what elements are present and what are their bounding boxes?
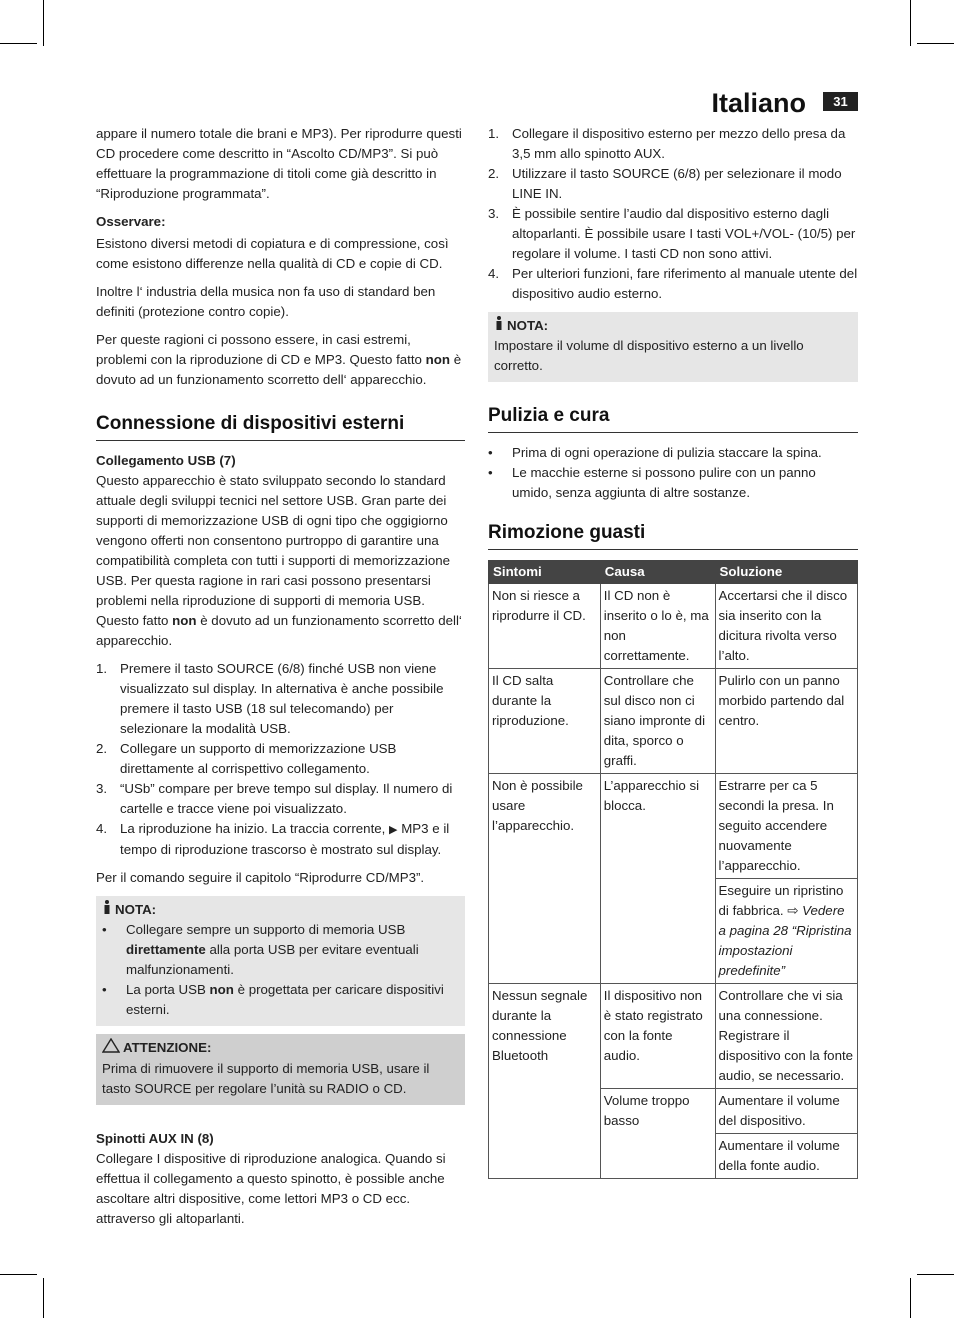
table-cell: Eseguire un ripristino di fabbrica. ⇨ Vedere a pagina 28 “Ripristina impostazioni predefinite” bbox=[715, 879, 857, 984]
table-cell: Volume troppo basso bbox=[600, 1089, 715, 1179]
note-title: NOTA: bbox=[507, 318, 549, 333]
list-item: • Le macchie esterne si possono pulire con un panno umido, senza aggiunta di altre sostanze. bbox=[488, 465, 816, 501]
column-header: Causa bbox=[600, 561, 715, 584]
list-item: 2. Utilizzare il tasto SOURCE (6/8) per selezionare il modo LINE IN. bbox=[488, 166, 842, 201]
warning-text: Prima di rimuovere il supporto di memoria USB, usare il tasto SOURCE per regolare l’unità su RADIO o CD. bbox=[102, 1061, 430, 1097]
table-row bbox=[489, 774, 858, 879]
list-item: 3. È possibile sentire l’audio dal dispositivo esterno dagli altoparlanti. È possibile usare I tasti VOL+/VOL- (10/5) per regolare il volume. I tasti CD non sono attivi. bbox=[488, 206, 856, 261]
crop-mark bbox=[910, 1278, 911, 1318]
warning-box bbox=[96, 1034, 465, 1105]
page-number: 31 bbox=[823, 92, 858, 111]
table-cell: Il dispositivo non è stato registrato con la fonte audio. bbox=[600, 984, 715, 1089]
arrow-right-icon: ⇨ bbox=[787, 903, 799, 919]
table-cell: Aumentare il volume della fonte audio. bbox=[715, 1134, 857, 1179]
list-item: 1. Premere il tasto SOURCE (6/8) finché USB non viene visualizzato sul display. In alternativa è anche possibile premere il tasto USB (18 sul telecomando) per selezionare la modalità USB. bbox=[96, 661, 444, 736]
table-cell: Estrarre per ca 5 secondi la presa. In seguito accendere nuovamente l’apparecchio. bbox=[715, 774, 857, 879]
note-list bbox=[102, 920, 459, 1020]
table-cell: L’apparecchio si blocca. bbox=[600, 774, 715, 984]
observe-paragraph-2: Inoltre l‘ industria della musica non fa uso di standard ben definiti (protezione contro copie). bbox=[96, 284, 436, 319]
table-row bbox=[489, 584, 858, 669]
crop-mark bbox=[43, 1278, 44, 1318]
usb-after-paragraph: Per il comando seguire il capitolo “Riprodurre CD/MP3”. bbox=[96, 870, 425, 885]
note-text: Impostare il volume dl dispositivo esterno a un livello corretto. bbox=[494, 338, 804, 374]
usb-title: Collegamento USB (7) bbox=[96, 453, 236, 468]
troubleshooting-table bbox=[488, 560, 858, 1179]
table-cell: Nessun segnale durante la connessione Bluetooth bbox=[489, 984, 601, 1179]
table-cell: Il CD salta durante la riproduzione. bbox=[489, 669, 601, 774]
column-header: Sintomi bbox=[489, 561, 601, 584]
section-title-troubleshooting: Rimozione guasti bbox=[488, 521, 858, 550]
table-cell: Controllare che vi sia una connessione. Registrare il dispositivo con la fonte audio, se necessario. bbox=[715, 984, 857, 1089]
info-icon bbox=[102, 900, 112, 920]
list-item: 2. Collegare un supporto di memorizzazione USB direttamente al corrispettivo collegamento. bbox=[96, 741, 397, 776]
list-item: • Prima di ogni operazione di pulizia staccare la spina. bbox=[488, 445, 822, 461]
aux-paragraph: Collegare I dispositive di riproduzione analogica. Quando si effettua il collegamento a questo spinotto, è possible anche ascoltare altri dispositive, come lettori MP3 o CD ecc. attraverso gli altoparlanti. bbox=[96, 1151, 446, 1227]
right-column bbox=[488, 124, 858, 1179]
section-title-cleaning: Pulizia e cura bbox=[488, 404, 858, 433]
list-item: 4. La riproduzione ha inizio. La traccia corrente, ▶ MP3 e il tempo di riproduzione trascorso è mostrato sul display. bbox=[96, 821, 450, 857]
crop-mark bbox=[0, 43, 37, 44]
page-language-title: Italiano bbox=[711, 88, 806, 118]
column-header: Soluzione bbox=[715, 561, 857, 584]
crop-mark bbox=[917, 43, 954, 44]
crop-mark bbox=[917, 1274, 954, 1275]
list-item: • La porta USB non è progettata per caricare dispositivi esterni. bbox=[102, 982, 444, 1018]
crop-mark bbox=[0, 1274, 37, 1275]
table-header-row bbox=[489, 561, 858, 584]
table-row bbox=[489, 984, 858, 1089]
warning-triangle-icon bbox=[102, 1038, 120, 1059]
table-cell: Aumentare il volume del dispositivo. bbox=[715, 1089, 857, 1134]
table-cell: Non si riesce a riprodurre il CD. bbox=[489, 584, 601, 669]
table-cell: Pulirlo con un panno morbido partendo dal centro. bbox=[715, 669, 857, 774]
list-item: 3. “USb” compare per breve tempo sul display. Il numero di cartelle e tracce viene poi visualizzato. bbox=[96, 781, 453, 816]
play-symbol: ▶ bbox=[389, 824, 398, 836]
section-title-external-devices: Connessione di dispositivi esterni bbox=[96, 412, 465, 441]
warning-title: ATTENZIONE: bbox=[123, 1040, 212, 1056]
aux-title: Spinotti AUX IN (8) bbox=[96, 1131, 214, 1147]
table-cell: Non è possibile usare l’apparecchio. bbox=[489, 774, 601, 984]
usb-paragraph: Questo apparecchio è stato sviluppato secondo lo standard attuale degli sviluppi tecnici nel settore USB. Gran parte dei supporti di memorizzazione USB di ogni tipo che oggigiorno vengono offerti non consentono purtroppo di garantire una compatibilità completa con tutti i supporti di memorizzazione USB. Per questa ragione in rari casi possono presentarsi problemi nella riproduzione di supporti di memoria USB. Questo fatto non è dovuto ad un funzionamento scorretto dell‘ apparecchio. bbox=[96, 473, 462, 648]
list-item: 4. Per ulteriori funzioni, fare riferimento al manuale utente del dispositivo audio esterno. bbox=[488, 266, 858, 301]
crop-mark bbox=[43, 0, 44, 46]
cleaning-list bbox=[488, 443, 858, 503]
table-cell: Il CD non è inserito o lo è, ma non correttamente. bbox=[600, 584, 715, 669]
aux-note-box bbox=[488, 312, 858, 382]
observe-paragraph-3: Per queste ragioni ci possono essere, in casi estremi, problemi con la riproduzione di CD e MP3. Questo fatto non è dovuto ad un funzionamento scorretto dell‘ apparecchio. bbox=[96, 332, 462, 387]
list-item: 1. Collegare il dispositivo esterno per mezzo dello presa da 3,5 mm allo spinotto AUX. bbox=[488, 126, 846, 161]
list-item: • Collegare sempre un supporto di memoria USB direttamente alla porta USB per evitare eventuali malfunzionamenti. bbox=[102, 922, 419, 978]
observe-paragraph-1: Esistono diversi metodi di copiatura e di compressione, così come esistono differenze nella qualità di CD e copie di CD. bbox=[96, 236, 449, 271]
table-row bbox=[489, 669, 858, 774]
table-cell: Accertarsi che il disco sia inserito con la dicitura rivolta verso l’alto. bbox=[715, 584, 857, 669]
usb-note-box bbox=[96, 896, 465, 1026]
crop-mark bbox=[910, 0, 911, 46]
intro-paragraph: appare il numero totale die brani e MP3). Per riprodurre questi CD procedere come descritto in “Ascolto CD/MP3”. Si può effettuare la programmazione di titoli come già descritto in “Riproduzione programmata”. bbox=[96, 126, 462, 201]
left-column bbox=[96, 124, 465, 1237]
table-cell: Controllare che sul disco non ci siano impronte di dita, sporco o graffi. bbox=[600, 669, 715, 774]
aux-steps-list bbox=[488, 124, 858, 304]
info-icon bbox=[494, 316, 504, 336]
note-title: NOTA: bbox=[115, 902, 157, 917]
usb-steps-list bbox=[96, 659, 465, 860]
observe-title: Osservare: bbox=[96, 214, 166, 229]
